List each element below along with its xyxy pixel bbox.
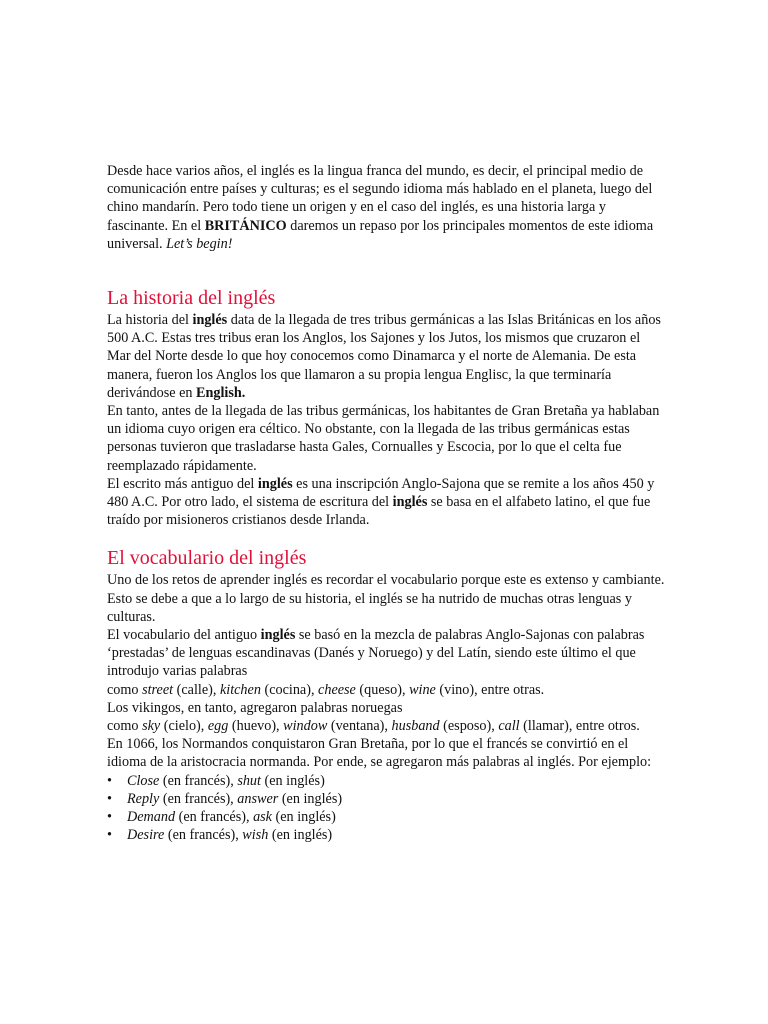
text-run: (cocina), [260,681,319,698]
bold-term: inglés [257,475,293,492]
document-body [107,162,667,845]
brand-name: BRITÁNICO [204,217,287,234]
vocabulary-heading: El vocabulario del inglés [107,547,307,570]
english-word: sky [142,718,161,735]
text-run: El escrito más antiguo del [107,475,258,492]
history-paragraph-3 [107,475,667,530]
french-word: Close [127,772,160,789]
text-run: data de la llegada de tres tribus germánicas a las Islas Británicas en los años 500 A.C. Estas tres tribus eran los Anglos, los Sajones y los Jutos, los mismos que cruzaron el Mar del Norte desde lo que hoy conocemos como Dinamarca y el norte de Alemania. De esta manera, fueron los Anglos los que llamaron a su propia lengua Englisc, la que terminaría derivándose en [107,312,661,401]
bold-term: inglés [260,627,296,644]
list-item [107,808,667,826]
text-run: (en francés), [159,790,238,807]
text-run: (esposo), [439,718,499,735]
vocabulary-paragraph-3 [107,681,667,699]
text-run: La historia del [107,312,193,329]
english-word: cheese [318,681,356,698]
text-run: (calle), [173,681,220,698]
text-run: como [107,681,143,698]
vocabulary-paragraph-6: En 1066, los Normandos conquistaron Gran Bretaña, por lo que el francés se convirtió en el idioma de la aristocracia normanda. Por ende, se agregaron más palabras al inglés. Por ejemplo: [107,736,652,771]
intro-text: daremos un repaso por los principales momentos de este idioma universal. [107,217,654,252]
english-word: wish [242,827,269,844]
history-heading: La historia del inglés [107,287,276,310]
text-run: (huevo), [228,718,284,735]
vocabulary-paragraph-5 [107,717,667,735]
french-word: Desire [127,827,165,844]
text-run: (en inglés) [278,790,343,807]
english-word: shut [237,772,261,789]
english-word: answer [237,790,279,807]
english-word: street [142,681,174,698]
english-word: wine [409,681,436,698]
intro-paragraph [107,162,667,253]
vocabulary-paragraph-2 [107,626,667,681]
english-word: call [498,718,520,735]
english-word: egg [207,718,229,735]
text-run: es una inscripción Anglo-Sajona que se remite a los años 450 y 480 A.C. Por otro lado, el sistema de escritura del [107,475,655,511]
english-word: ask [253,809,272,826]
english-word: husband [391,718,440,735]
text-run: (cielo), [160,718,208,735]
text-run: (en francés), [175,809,254,826]
text-run: (vino), entre otras. [435,681,545,698]
text-run: (llamar), entre otros. [519,718,640,735]
text-run: (en francés), [164,827,243,844]
list-item [107,772,667,790]
bold-term: inglés [192,312,228,329]
text-run: se basó en la mezcla de palabras Anglo-Sajonas con palabras ‘prestadas’ de lenguas escandinavas (Danés y Noruego) y del Latín, siendo este último el que introdujo varias palabras [107,627,645,680]
text-run: (en inglés) [271,809,336,826]
bold-term: inglés [392,494,428,511]
list-item [107,826,667,844]
french-word: Demand [127,809,176,826]
text-run: (ventana), [327,718,392,735]
intro-text: Desde hace varios años, el inglés es la lingua franca del mundo, es decir, el principal medio de comunicación entre países y culturas; es el segundo idioma más hablado en el planeta, luego del chino mandarín. Pero todo tiene un origen y en el caso del inglés, es una historia larga y fascinante. En el [107,163,653,234]
examples-list [107,772,667,845]
text-run: (queso), [355,681,410,698]
lets-begin-text: Let’s begin! [166,235,233,252]
vocabulary-paragraph-1: Uno de los retos de aprender inglés es recordar el vocabulario porque este es extenso y cambiante. Esto se debe a que a lo largo de su historia, el inglés se ha nutrido de muchas otras lenguas y culturas. [107,572,665,625]
english-word: kitchen [219,681,261,698]
vocabulary-paragraph-4: Los vikingos, en tanto, agregaron palabras noruegas [107,699,403,716]
french-word: Reply [127,790,160,807]
english-word: window [283,718,328,735]
text-run: El vocabulario del antiguo [107,627,261,644]
text-run: se basa en el alfabeto latino, el que fue traído por misioneros cristianos desde Irlanda. [107,494,651,529]
text-run: (en inglés) [260,772,325,789]
text-run: como [107,718,143,735]
list-item [107,790,667,808]
history-paragraph-1 [107,311,667,402]
text-run: (en inglés) [268,827,333,844]
history-paragraph-2: En tanto, antes de la llegada de las tribus germánicas, los habitantes de Gran Bretaña ya hablaban un idioma cuyo origen era céltico. No obstante, con la llegada de las tribus germánicas estas personas tuvieron que trasladarse hasta Gales, Cornualles y Escocia, por lo que el celta fue reemplazado rápidamente. [107,403,660,474]
bold-term: English. [196,384,246,401]
text-run: (en francés), [159,772,238,789]
